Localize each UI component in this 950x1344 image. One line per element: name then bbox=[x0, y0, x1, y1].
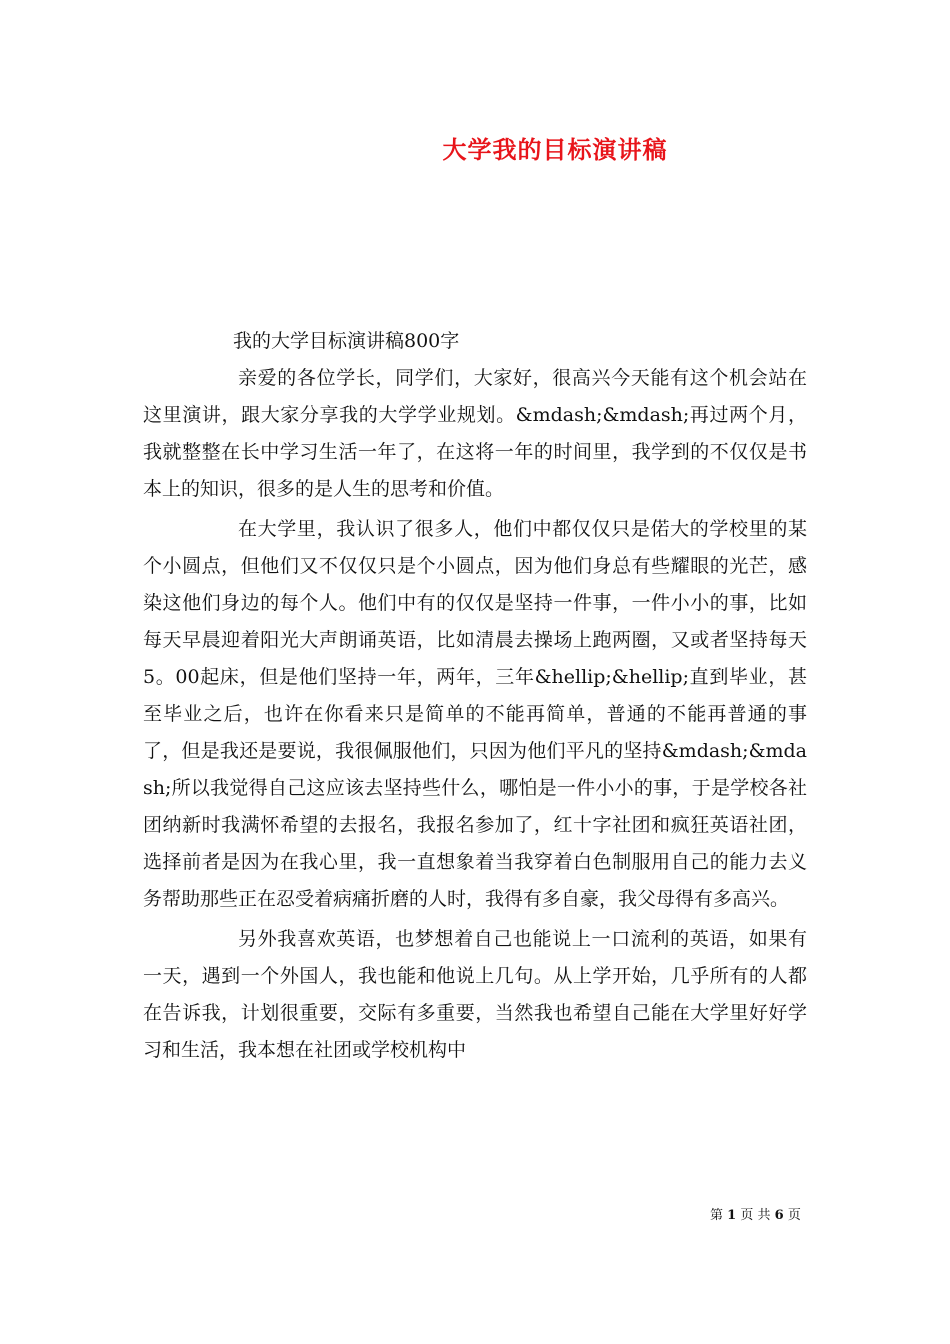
paragraph-2: 在大学里，我认识了很多人，他们中都仅仅只是偌大的学校里的某个小圆点，但他们又不仅仅只是个小圆点，因为他们身总有些耀眼的光芒，感染这他们身边的每个人。他们中有的仅仅是坚持一件事，一件小小的事，比如每天早晨迎着阳光大声朗诵英语，比如清晨去操场上跑两圈，又或者坚持每天5。00起床，但是他们坚持一年，两年，三年&hellip;&hellip;直到毕业，甚至毕业之后，也许在你看来只是简单的不能再简单，普通的不能再普通的事了，但是我还是要说，我很佩服他们，只因为他们平凡的坚持&mdash;&mdash;所以我觉得自己这应该去坚持些什么，哪怕是一件小小的事，于是学校各社团纳新时我满怀希望的去报名，我报名参加了，红十字社团和疯狂英语社团，选择前者是因为在我心里，我一直想象着当我穿着白色制服用自己的能力去义务帮助那些正在忍受着病痛折磨的人时，我得有多自豪，我父母得有多高兴。 bbox=[143, 518, 807, 910]
footer-page-number: 1 bbox=[727, 1208, 737, 1223]
page-footer bbox=[710, 1206, 801, 1226]
document-body bbox=[143, 323, 807, 1069]
footer-suffix: 页 bbox=[787, 1208, 801, 1223]
paragraph-3: 另外我喜欢英语，也梦想着自己也能说上一口流利的英语，如果有一天，遇到一个外国人，我也能和他说上几句。从上学开始，几乎所有的人都在告诉我，计划很重要，交际有多重要，当然我也希望自己能在大学里好好学习和生活，我本想在社团或学校机构中 bbox=[143, 928, 807, 1061]
document-title: 大学我的目标演讲稿 bbox=[442, 135, 668, 164]
footer-total-pages: 6 bbox=[774, 1208, 784, 1223]
footer-prefix: 第 bbox=[710, 1208, 724, 1223]
document-subtitle: 我的大学目标演讲稿800字 bbox=[233, 330, 460, 352]
paragraph-1: 亲爱的各位学长，同学们，大家好，很高兴今天能有这个机会站在这里演讲，跟大家分享我的大学学业规划。&mdash;&mdash;再过两个月，我就整整在长中学习生活一年了，在这将一年的时间里，我学到的不仅仅是书本上的知识，很多的是人生的思考和价值。 bbox=[143, 367, 807, 500]
footer-middle: 页 共 bbox=[740, 1208, 771, 1223]
